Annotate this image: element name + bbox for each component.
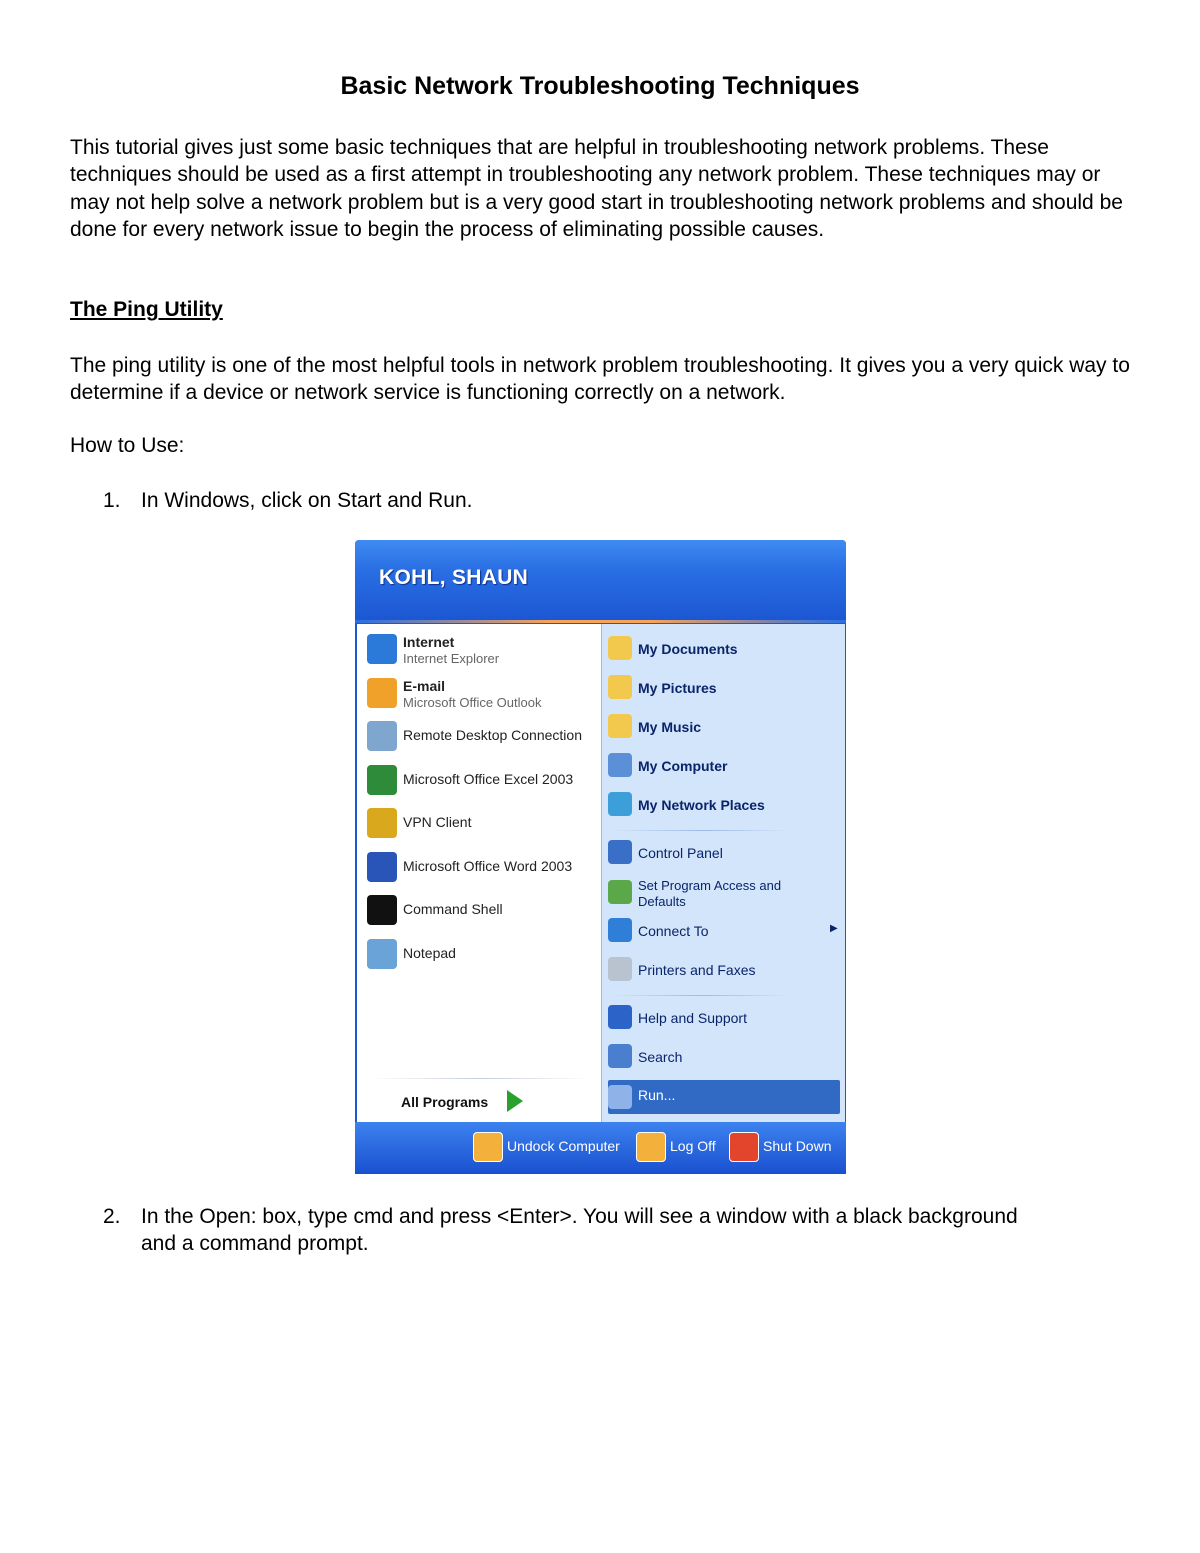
vpn-lock-icon [367, 808, 397, 838]
menu-item-run[interactable] [608, 1080, 840, 1114]
places-panel [601, 624, 845, 1161]
menu-item-control-panel[interactable] [608, 838, 840, 872]
menu-item-label: My Network Places [638, 797, 765, 813]
word-icon [367, 852, 397, 882]
menu-item-label: Help and Support [638, 1010, 747, 1026]
menu-item-label: Run... [638, 1087, 676, 1103]
menu-item-vpn-client[interactable] [365, 804, 601, 844]
menu-item-my-music[interactable] [608, 712, 840, 746]
menu-item-email[interactable] [365, 674, 601, 714]
menu-item-label: Search [638, 1049, 683, 1065]
log-off-label: Log Off [670, 1138, 716, 1154]
menu-item-word[interactable] [365, 848, 601, 888]
menu-item-excel[interactable] [365, 761, 601, 801]
power-icon [729, 1132, 759, 1162]
my-documents-icon [608, 636, 632, 660]
menu-item-label: My Computer [638, 758, 728, 774]
menu-item-label: Internet [403, 634, 455, 650]
header-divider [355, 620, 846, 623]
key-icon [636, 1132, 666, 1162]
undock-label: Undock Computer [507, 1138, 620, 1154]
menu-item-label: My Documents [638, 641, 738, 657]
menu-item-label: Connect To [638, 923, 709, 939]
step-number: 2. [103, 1205, 121, 1228]
run-icon [608, 1085, 632, 1109]
network-places-icon [608, 792, 632, 816]
page-title: Basic Network Troubleshooting Techniques [340, 72, 860, 100]
help-icon [608, 1005, 632, 1029]
ping-paragraph: The ping utility is one of the most helpful tools in network problem troubleshooting. It gives you a very quick way to determine if a device or network service is functioning correctly on a network. [70, 354, 1130, 405]
notepad-icon [367, 939, 397, 969]
shut-down-label: Shut Down [763, 1138, 832, 1154]
internet-explorer-icon [367, 634, 397, 664]
menu-item-connect-to[interactable] [608, 916, 840, 950]
start-menu-footer [355, 1122, 846, 1174]
menu-item-label: Command Shell [403, 901, 503, 917]
all-programs-separator [371, 1078, 591, 1079]
control-panel-icon [608, 840, 632, 864]
step-number: 1. [103, 489, 121, 512]
user-name: KOHL, SHAUN [379, 566, 529, 589]
menu-item-label: Microsoft Office Excel 2003 [403, 771, 574, 787]
intro-paragraph: This tutorial gives just some basic techniques that are helpful in troubleshooting network problems. These techniques should be used as a first attempt in troubleshooting any network problem. These techniques may or may not help solve a network problem but is a very good start in troubleshooting network problems and should be done for every network issue to begin the process of eliminating possible causes. [70, 136, 1123, 242]
menu-item-my-documents[interactable] [608, 634, 840, 668]
step-text: In Windows, click on Start and Run. [141, 489, 473, 512]
system-separator [612, 995, 792, 996]
printer-icon [608, 957, 632, 981]
step-text: In the Open: box, type cmd and press <Enter>. You will see a window with a black background and a command prompt. [141, 1205, 1018, 1256]
menu-item-program-access[interactable] [608, 878, 840, 912]
excel-icon [367, 765, 397, 795]
menu-item-label: Printers and Faxes [638, 962, 756, 978]
menu-item-printers[interactable] [608, 955, 840, 989]
start-menu-screenshot [355, 540, 846, 1174]
search-icon [608, 1044, 632, 1068]
menu-item-search[interactable] [608, 1042, 840, 1076]
undock-icon [473, 1132, 503, 1162]
pinned-programs-panel [357, 624, 601, 1161]
menu-item-label: Microsoft Office Word 2003 [403, 858, 573, 874]
menu-item-sublabel: Microsoft Office Outlook [403, 695, 542, 710]
menu-item-my-pictures[interactable] [608, 673, 840, 707]
my-pictures-icon [608, 675, 632, 699]
command-shell-icon [367, 895, 397, 925]
menu-item-my-computer[interactable] [608, 751, 840, 785]
menu-item-command-shell[interactable] [365, 891, 601, 931]
menu-item-notepad[interactable] [365, 935, 601, 975]
places-separator [612, 830, 792, 831]
my-computer-icon [608, 753, 632, 777]
menu-item-label: Remote Desktop Connection [403, 727, 582, 743]
all-programs-button[interactable]: All Programs [401, 1094, 489, 1110]
menu-item-label: VPN Client [403, 814, 472, 830]
menu-item-help[interactable] [608, 1003, 840, 1037]
menu-item-my-network-places[interactable] [608, 790, 840, 824]
green-arrow-icon [507, 1090, 523, 1112]
submenu-arrow-icon: ▶ [830, 923, 838, 934]
menu-item-label: My Pictures [638, 680, 717, 696]
menu-item-label: My Music [638, 719, 702, 735]
menu-item-label: Notepad [403, 945, 456, 961]
section-heading-ping: The Ping Utility [70, 298, 223, 321]
program-access-icon [608, 880, 632, 904]
my-music-icon [608, 714, 632, 738]
menu-item-label: Set Program Access and Defaults [638, 878, 782, 909]
how-to-use-label: How to Use: [70, 434, 185, 457]
menu-item-label: Control Panel [638, 845, 723, 861]
menu-item-remote-desktop[interactable] [365, 717, 601, 757]
menu-item-sublabel: Internet Explorer [403, 651, 500, 666]
remote-desktop-icon [367, 721, 397, 751]
menu-item-internet[interactable] [365, 630, 601, 670]
start-menu-header [355, 540, 846, 622]
outlook-icon [367, 678, 397, 708]
connect-to-icon [608, 918, 632, 942]
menu-item-label: E-mail [403, 678, 446, 694]
